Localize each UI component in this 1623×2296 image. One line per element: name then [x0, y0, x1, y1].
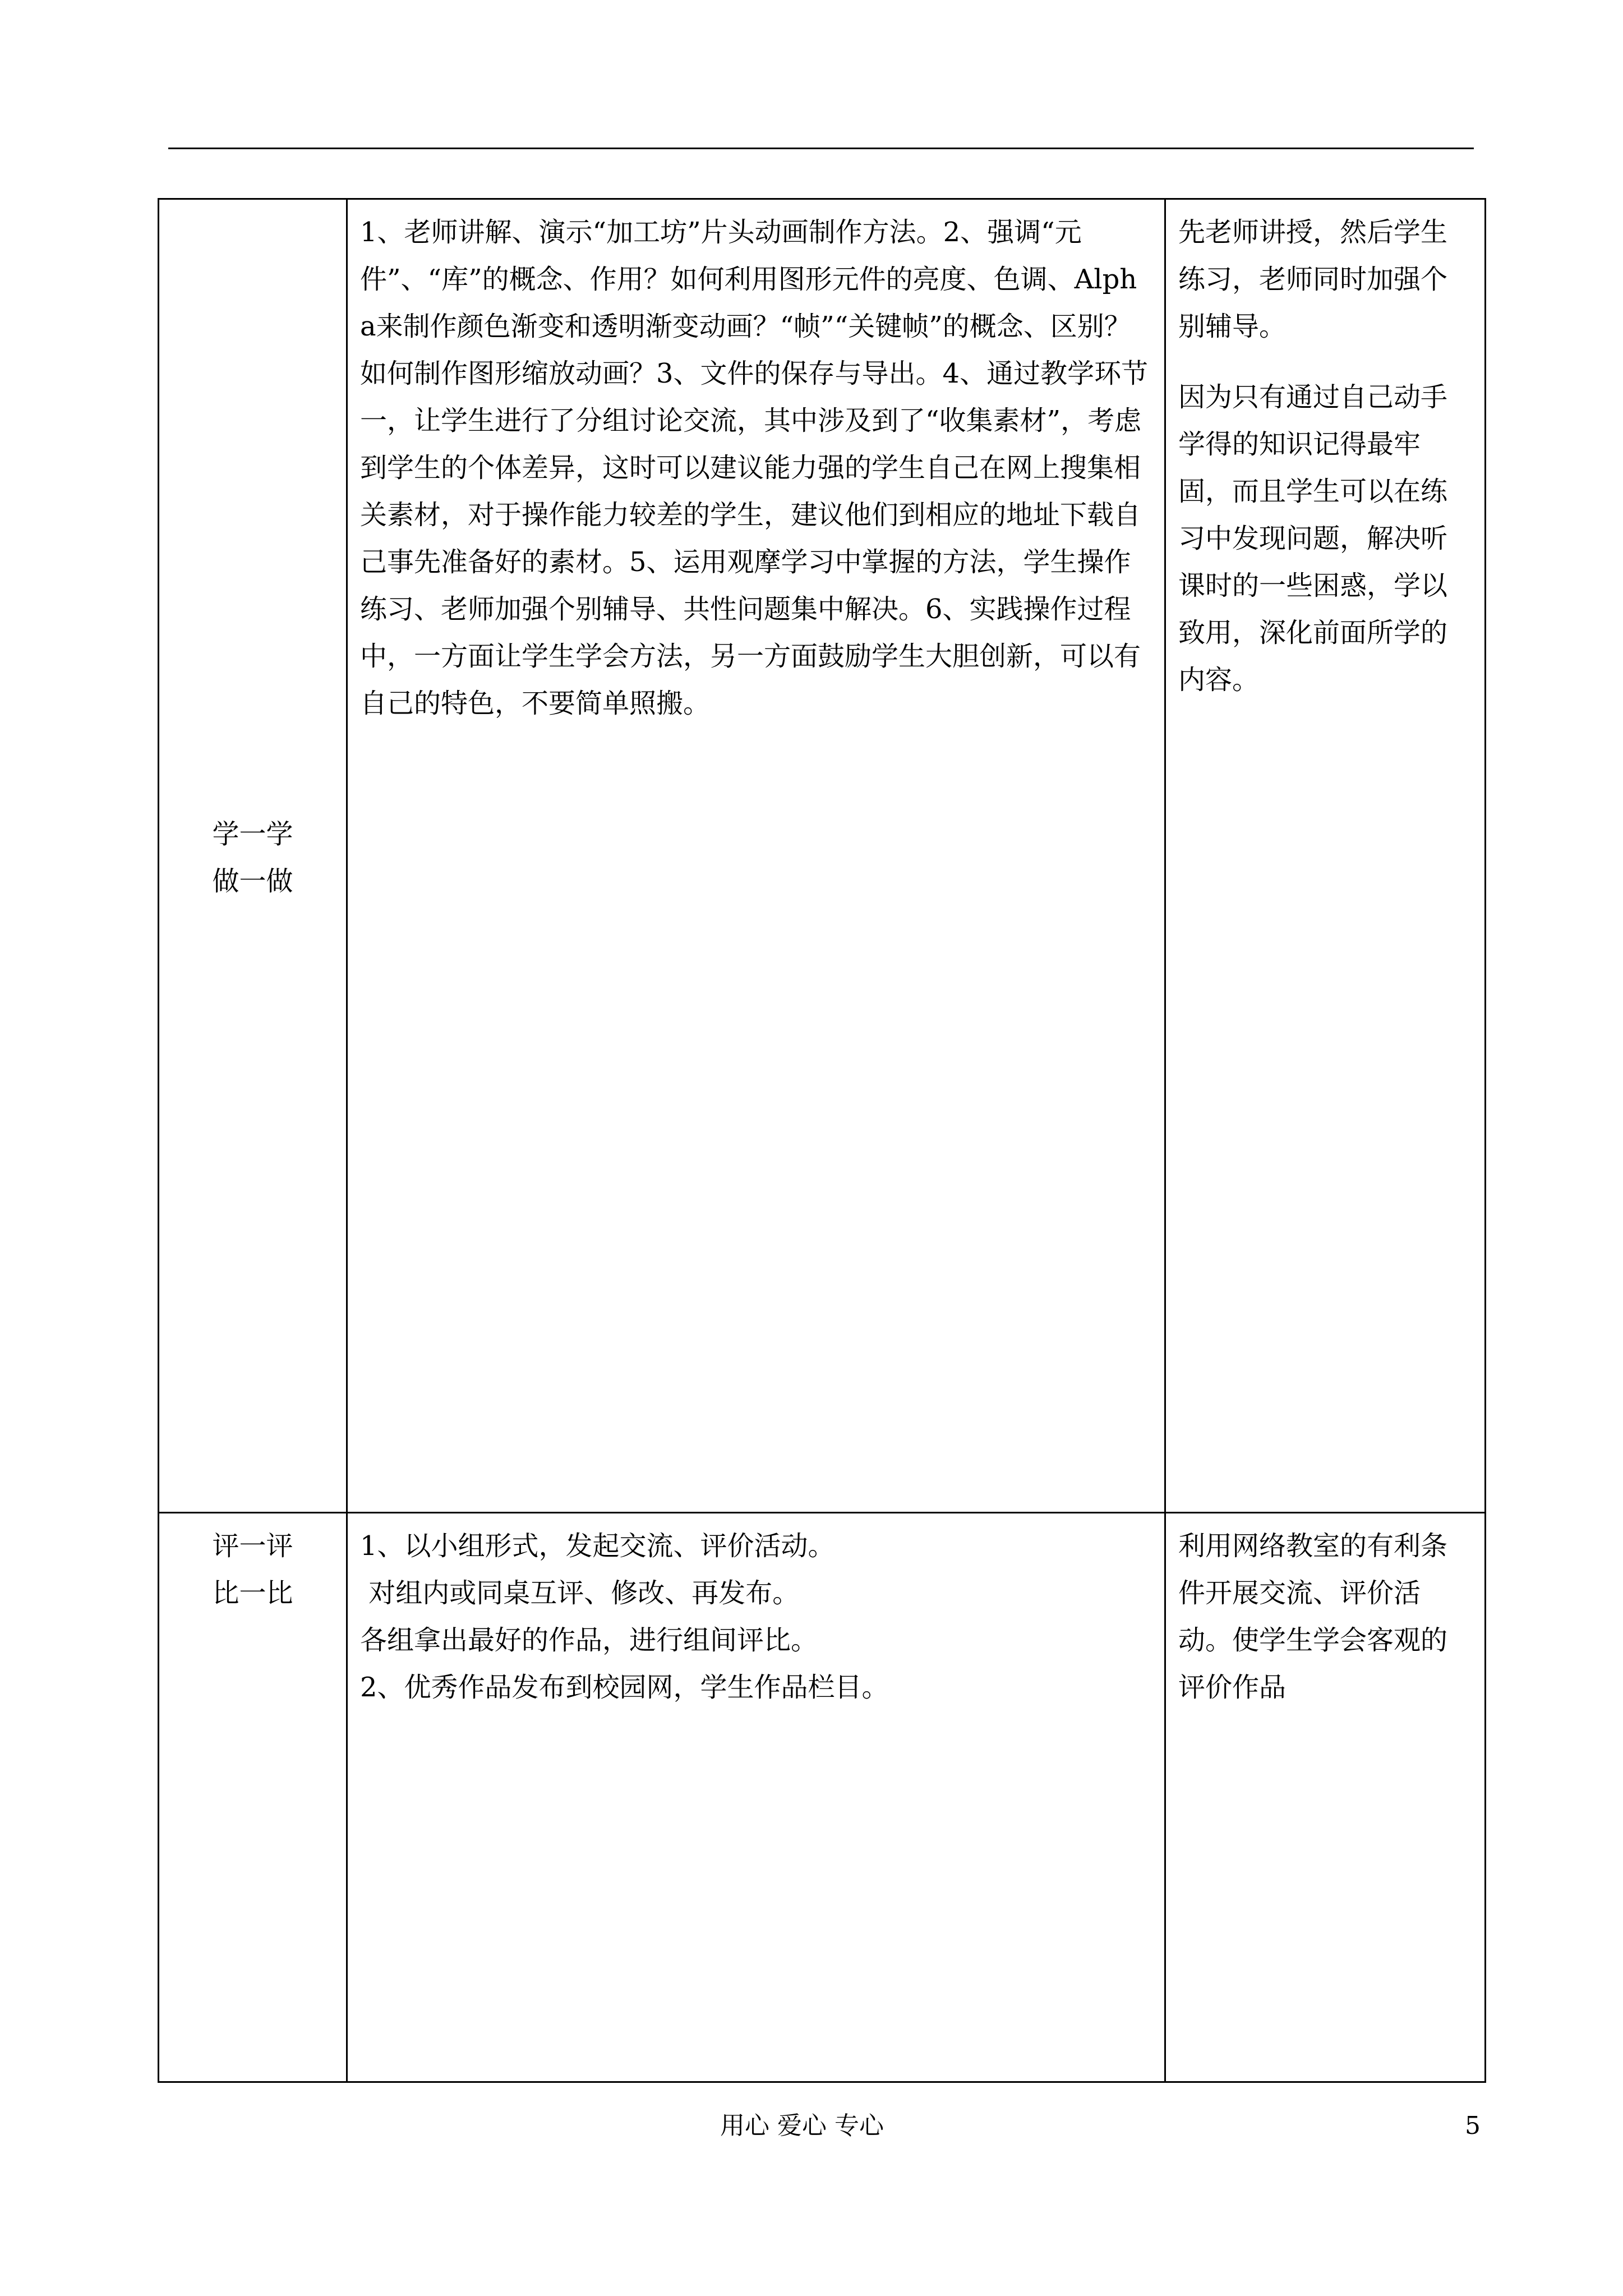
paragraph-spacer: [1178, 350, 1472, 374]
content-cell: [347, 199, 1165, 1513]
stage-cell: [159, 199, 347, 1513]
content-line: 各组拿出最好的作品，进行组间评比。: [360, 1625, 818, 1656]
table-row: [159, 199, 1486, 1513]
stage-label: 学一学: [212, 818, 293, 850]
content-line: 1、以小组形式，发起交流、评价活动。: [360, 1530, 835, 1562]
content-paragraph: 1、老师讲解、演示“加工坊”片头动画制作方法。2、强调“元件”、“库”的概念、作用？如何利用图形元件的亮度、色调、Alpha来制作颜色渐变和透明渐变动画？“帧”“关键帧”的概念、区别？如何制作图形缩放动画？3、文件的保存与导出。4、通过教学环节一，让学生进行了分组讨论交流，其中涉及到了“收集素材”，考虑到学生的个体差异，这时可以建议能力强的学生自己在网上搜集相关素材，对于操作能力较差的学生，建议他们到相应的地址下载自己事先准备好的素材。5、运用观摩学习中掌握的方法，学生操作练习、老师加强个别辅导、共性问题集中解决。6、实践操作过程中，一方面让学生学会方法，另一方面鼓励学生大胆创新，可以有自己的特色，不要简单照搬。: [360, 217, 1149, 719]
stage-label: 评一评: [212, 1530, 293, 1562]
stage-label: 做一做: [212, 865, 293, 897]
content-cell: [347, 1513, 1165, 2082]
intent-paragraph: 先老师讲授，然后学生练习，老师同时加强个别辅导。: [1178, 217, 1448, 342]
page-number: 5: [1465, 2111, 1481, 2140]
content-line: 2、优秀作品发布到校园网，学生作品栏目。: [360, 1672, 889, 1703]
header-rule: [168, 148, 1474, 149]
stage-cell: [159, 1513, 347, 2082]
lesson-plan-table: [158, 198, 1486, 2083]
intent-paragraph: 因为只有通过自己动手学得的知识记得最牢固，而且学生可以在练习中发现问题，解决听课时的一些困惑，学以致用，深化前面所学的内容。: [1178, 381, 1448, 696]
content-line: 对组内或同桌互评、修改、再发布。: [360, 1577, 800, 1609]
intent-cell: [1165, 199, 1486, 1513]
stage-label: 比一比: [212, 1577, 293, 1609]
table-row: [159, 1513, 1486, 2082]
footer-text: 用心 爱心 专心: [720, 2111, 884, 2140]
intent-cell: [1165, 1513, 1486, 2082]
intent-paragraph: 利用网络教室的有利条件开展交流、评价活动。使学生学会客观的评价作品: [1178, 1530, 1448, 1703]
